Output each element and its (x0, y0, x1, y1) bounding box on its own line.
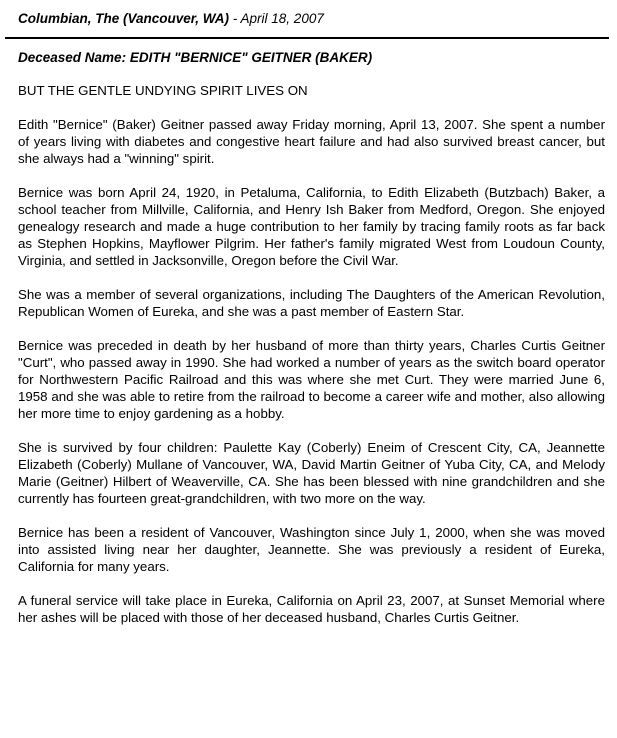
article-body (18, 82, 605, 643)
deceased-name: EDITH "BERNICE" GEITNER (BAKER) (129, 50, 373, 65)
deceased-label: Deceased Name: (18, 50, 127, 65)
article-paragraph: Edith "Bernice" (Baker) Geitner passed away Friday morning, April 13, 2007. She spent a number of years living with diabetes and congestive heart failure and had also survived breast cancer, but she always had a "winning" spirit. (18, 117, 605, 166)
publication-header (18, 0, 605, 29)
article-headline: BUT THE GENTLE UNDYING SPIRIT LIVES ON (18, 83, 308, 98)
header-divider (5, 37, 609, 39)
article-paragraph: Bernice has been a resident of Vancouver, Washington since July 1, 2000, when she was moved into assisted living near her daughter, Jeannette. She was previously a resident of Eureka, California for many years. (18, 525, 605, 574)
article-paragraph: A funeral service will take place in Eureka, California on April 23, 2007, at Sunset Memorial where her ashes will be placed with those of her deceased husband, Charles Curtis Geitner. (18, 593, 605, 625)
article-paragraph: She was a member of several organizations, including The Daughters of the American Revolution, Republican Women of Eureka, and she was a past member of Eastern Star. (18, 287, 605, 319)
header-separator: - (229, 11, 241, 26)
deceased-name-line (18, 48, 372, 68)
article-paragraph: Bernice was born April 24, 1920, in Petaluma, California, to Edith Elizabeth (Butzbach) Baker, a school teacher from Millville, California, and Henry Ish Baker from Medford, Oregon. She enjoyed genealogy research and made a huge contribution to her family by tracing family roots as far back as Stephen Hopkins, Mayflower Pilgrim. Her father's family migrated West from Loudoun County, Virginia, and settled in Jacksonville, Oregon before the Civil War. (18, 185, 605, 268)
publication-date: April 18, 2007 (240, 11, 324, 26)
article-paragraph: She is survived by four children: Paulette Kay (Coberly) Eneim of Crescent City, CA, Jeannette Elizabeth (Coberly) Mullane of Vancouver, WA, David Martin Geitner of Yuba City, CA, and Melody Marie (Geitner) Hilbert of Weaverville, CA. She has been blessed with nine grandchildren and she currently has fourteen great-grandchildren, with two more on the way. (18, 440, 605, 506)
article-paragraph: Bernice was preceded in death by her husband of more than thirty years, Charles Curtis Geitner "Curt", who passed away in 1990. She had worked a number of years as the switch board operator for Northwestern Pacific Railroad and this was where she met Curt. They were married June 6, 1958 and she was able to retire from the railroad to become a career wife and mother, also allowing her more time to enjoy gardening as a hobby. (18, 338, 605, 421)
publication-name: Columbian, The (Vancouver, WA) (18, 11, 230, 26)
